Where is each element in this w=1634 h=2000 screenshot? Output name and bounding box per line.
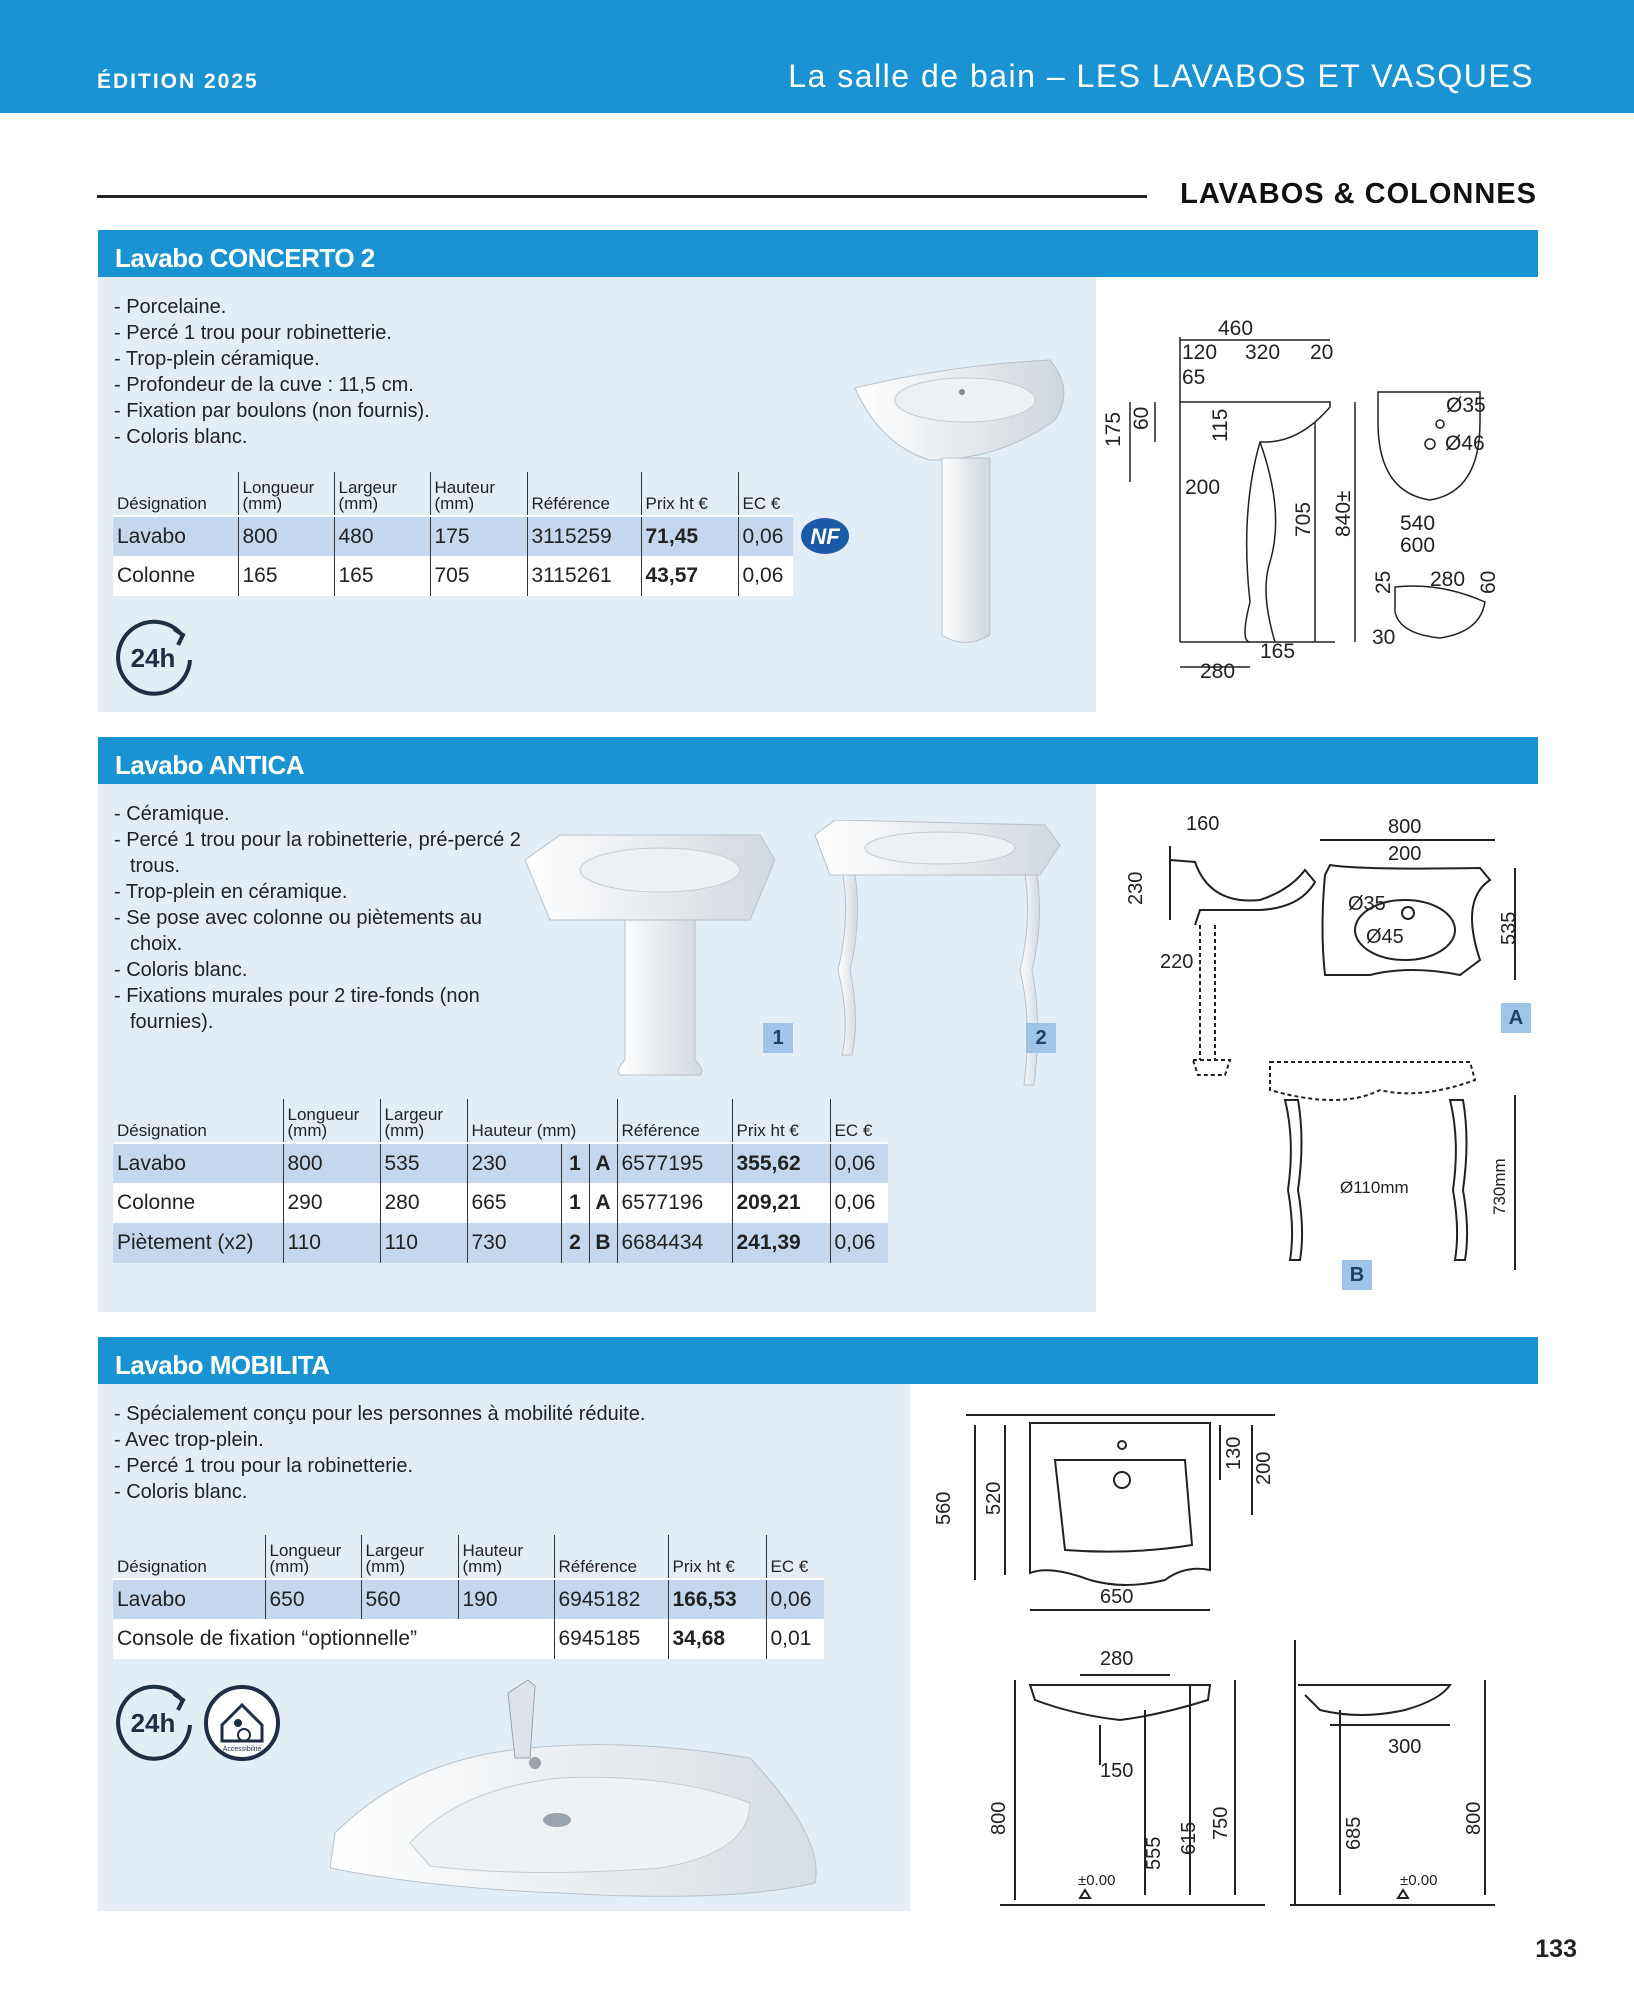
dim-label: 800: [988, 1801, 1010, 1835]
dim-label: 650: [1100, 1586, 1134, 1608]
col-header: Hauteur (mm): [458, 1535, 554, 1579]
section-title: LAVABOS & COLONNES: [1180, 178, 1537, 210]
dim-label: 460: [1218, 317, 1254, 340]
cell: 110: [380, 1223, 467, 1263]
col-header: Longueur (mm): [283, 1099, 380, 1143]
table-row: [113, 516, 793, 556]
cell: 535: [380, 1143, 467, 1183]
dim-label: 165: [1260, 640, 1296, 663]
cell: 480: [334, 516, 430, 556]
photo-label-1: 1: [763, 1023, 793, 1053]
dim-label: 25: [1372, 570, 1395, 594]
feature-item: - Coloris blanc.: [114, 959, 248, 981]
price-cell: 43,57: [641, 556, 738, 596]
col-header: Désignation: [117, 1121, 207, 1140]
dim-label: 200: [1185, 476, 1221, 499]
cell: 290: [283, 1183, 380, 1223]
dim-label: 130: [1223, 1436, 1245, 1470]
price-cell: 209,21: [732, 1183, 830, 1223]
dim-label: 280: [1200, 660, 1236, 683]
col-header: Désignation: [117, 494, 207, 513]
dim-label: 560: [933, 1491, 955, 1525]
col-header: Référence: [554, 1535, 668, 1579]
feature-item: - Porcelaine.: [114, 296, 227, 318]
dim-label: 705: [1292, 501, 1315, 537]
photo-ref-cell: 1: [561, 1183, 589, 1223]
mobilita-spec-table: [113, 1535, 824, 1659]
cell: 0,06: [766, 1579, 824, 1619]
mobilita-title-bar: Lavabo MOBILITA: [98, 1337, 1538, 1384]
antica-technical-drawing: [1120, 810, 1540, 1290]
cell: 165: [334, 556, 430, 596]
dim-label: 600: [1400, 534, 1436, 557]
photo-ref-cell: 1: [561, 1143, 589, 1183]
dim-label: 280: [1430, 568, 1466, 591]
feature-item: - Coloris blanc.: [114, 1481, 248, 1503]
dim-label: 30: [1372, 626, 1396, 649]
dim-label: 685: [1343, 1816, 1365, 1850]
dim-label: 60: [1130, 406, 1153, 430]
dim-label: Ø35: [1348, 893, 1386, 915]
delivery-24h-icon: [112, 615, 198, 701]
dim-label: 535: [1498, 911, 1520, 945]
cell: 280: [380, 1183, 467, 1223]
table-row: [113, 556, 793, 596]
col-header: Prix ht €: [668, 1535, 766, 1579]
concerto-spec-table: [113, 472, 793, 596]
cell: Piètement (x2): [113, 1223, 283, 1263]
cell: 0,06: [830, 1223, 888, 1263]
delivery-24h-icon: [112, 1680, 198, 1766]
dim-label: 800: [1463, 1801, 1485, 1835]
feature-item: - Céramique.: [114, 803, 230, 825]
concerto-technical-drawing: [1100, 312, 1540, 692]
dim-label: Ø46: [1445, 432, 1485, 455]
edition-label: ÉDITION 2025: [97, 70, 259, 93]
dim-label: Ø35: [1446, 394, 1486, 417]
photo-ref-cell: 2: [561, 1223, 589, 1263]
antica-title-bar: Lavabo ANTICA: [98, 737, 1538, 784]
dim-label: ±0.00: [1078, 1872, 1116, 1889]
table-row: [113, 1143, 888, 1183]
dim-label: 750: [1210, 1806, 1232, 1840]
cell: 560: [361, 1579, 458, 1619]
mobilita-elevation-drawings: [960, 1640, 1500, 1915]
top-banner: [0, 0, 1634, 113]
accessibility-label: Accessibilité: [222, 1746, 262, 1753]
cell: 0,06: [738, 556, 793, 596]
cell: 650: [265, 1579, 361, 1619]
table-row: [113, 1619, 824, 1659]
dim-label: 120: [1182, 341, 1218, 364]
col-header: Largeur (mm): [380, 1099, 467, 1143]
cell: 800: [283, 1143, 380, 1183]
mobilita-product-photo: [330, 1668, 830, 1903]
mobilita-features: [114, 1401, 894, 1505]
col-header: EC €: [738, 472, 793, 516]
concerto-product-photo: [850, 350, 1080, 655]
diagram-ref-cell: B: [589, 1223, 617, 1263]
page-number: 133: [1535, 1935, 1577, 1963]
cell: Colonne: [113, 1183, 283, 1223]
cell: 6577195: [617, 1143, 732, 1183]
dim-label: ±0.00: [1400, 1872, 1438, 1889]
feature-item: - Percé 1 trou pour robinetterie.: [114, 322, 392, 344]
nf-label: NF: [810, 524, 840, 549]
antica-product-photos: [520, 820, 1080, 1095]
accessibility-icon: [202, 1683, 282, 1763]
feature-item: - Percé 1 trou pour la robinetterie.: [114, 1455, 414, 1477]
feature-item: - Profondeur de la cuve : 11,5 cm.: [114, 374, 414, 396]
cell: 230: [467, 1143, 561, 1183]
cell: 6684434: [617, 1223, 732, 1263]
cell: 3115259: [527, 516, 641, 556]
col-header: Longueur (mm): [238, 472, 334, 516]
cell: Lavabo: [113, 1143, 283, 1183]
delivery-label: 24h: [130, 643, 176, 673]
dim-label: 60: [1477, 570, 1500, 594]
diagram-ref-cell: A: [589, 1183, 617, 1223]
cell: 665: [467, 1183, 561, 1223]
dim-label: 840±: [1332, 490, 1355, 537]
feature-item: - Se pose avec colonne ou piètements au choix.: [114, 907, 483, 955]
photo-label-2: 2: [1026, 1023, 1056, 1053]
page-header-title: La salle de bain – LES LAVABOS ET VASQUES: [788, 58, 1534, 94]
dim-label: 220: [1160, 951, 1194, 973]
cell: 190: [458, 1579, 554, 1619]
antica-features: [114, 801, 534, 1035]
dim-label: 540: [1400, 512, 1436, 535]
table-row: [113, 1223, 888, 1263]
feature-item: - Avec trop-plein.: [114, 1429, 264, 1451]
col-header: EC €: [830, 1099, 888, 1143]
price-cell: 355,62: [732, 1143, 830, 1183]
dim-label: 300: [1388, 1736, 1422, 1758]
col-header: Largeur (mm): [334, 472, 430, 516]
dim-label: 200: [1388, 843, 1422, 865]
col-header: Largeur (mm): [361, 1535, 458, 1579]
cell: 0,06: [738, 516, 793, 556]
section-heading: [97, 178, 1537, 214]
dim-label: 730mm: [1490, 1158, 1509, 1215]
dim-label: 115: [1209, 408, 1232, 442]
cell: 3115261: [527, 556, 641, 596]
cell: 175: [430, 516, 527, 556]
cell: 6577196: [617, 1183, 732, 1223]
cell: 705: [430, 556, 527, 596]
price-cell: 166,53: [668, 1579, 766, 1619]
table-row: [113, 1579, 824, 1619]
diagram-ref-cell: A: [589, 1143, 617, 1183]
cell: 0,01: [766, 1619, 824, 1659]
col-header: Référence: [527, 472, 641, 516]
cell: 6945185: [554, 1619, 668, 1659]
col-header: Prix ht €: [732, 1099, 830, 1143]
col-header: Longueur (mm): [265, 1535, 361, 1579]
col-header: Hauteur (mm): [467, 1099, 617, 1143]
diagram-label-b: B: [1342, 1260, 1372, 1290]
delivery-label: 24h: [130, 1708, 176, 1738]
cell: 800: [238, 516, 334, 556]
cell: 6945182: [554, 1579, 668, 1619]
dim-label: 200: [1253, 1451, 1275, 1485]
dim-label: 230: [1125, 871, 1147, 905]
dim-label: 175: [1102, 411, 1125, 447]
cell: 0,06: [830, 1143, 888, 1183]
mobilita-top-view-drawing: [930, 1405, 1350, 1625]
cell: 110: [283, 1223, 380, 1263]
dim-label: 555: [1143, 1836, 1165, 1870]
concerto-features: [114, 294, 634, 450]
dim-label: 320: [1245, 341, 1281, 364]
concerto-title-bar: Lavabo CONCERTO 2: [98, 230, 1538, 277]
feature-item: - Percé 1 trou pour la robinetterie, pré-percé 2 trous.: [114, 829, 521, 877]
dim-label: Ø45: [1366, 926, 1404, 948]
dim-label: 160: [1186, 813, 1220, 835]
dim-label: 65: [1182, 366, 1206, 389]
feature-item: - Spécialement conçu pour les personnes à mobilité réduite.: [114, 1403, 646, 1425]
cell: Lavabo: [113, 1579, 265, 1619]
antica-spec-table: [113, 1099, 888, 1263]
nf-certification-icon: [799, 516, 851, 556]
cell: Colonne: [113, 556, 238, 596]
cell: 730: [467, 1223, 561, 1263]
dim-label: 20: [1310, 341, 1334, 364]
dim-label: 150: [1100, 1760, 1134, 1782]
dim-label: 280: [1100, 1648, 1134, 1670]
dim-label: 615: [1178, 1821, 1200, 1855]
price-cell: 34,68: [668, 1619, 766, 1659]
dim-label: 520: [983, 1481, 1005, 1515]
feature-item: - Trop-plein céramique.: [114, 348, 320, 370]
col-header: Désignation: [117, 1557, 207, 1576]
col-header: Hauteur (mm): [430, 472, 527, 516]
feature-item: - Fixation par boulons (non fournis).: [114, 400, 430, 422]
cell: 0,06: [830, 1183, 888, 1223]
cell: Lavabo: [113, 516, 238, 556]
cell: Console de fixation “optionnelle”: [113, 1619, 554, 1659]
col-header: Référence: [617, 1099, 732, 1143]
price-cell: 241,39: [732, 1223, 830, 1263]
price-cell: 71,45: [641, 516, 738, 556]
diagram-label-a: A: [1501, 1003, 1531, 1033]
cell: 165: [238, 556, 334, 596]
section-rule: [97, 195, 1147, 198]
col-header: Prix ht €: [641, 472, 738, 516]
dim-label: 800: [1388, 816, 1422, 838]
feature-item: - Trop-plein en céramique.: [114, 881, 348, 903]
table-row: [113, 1183, 888, 1223]
feature-item: - Fixations murales pour 2 tire-fonds (non fournies).: [114, 985, 480, 1033]
col-header: EC €: [766, 1535, 824, 1579]
feature-item: - Coloris blanc.: [114, 426, 248, 448]
dim-label: Ø110mm: [1340, 1178, 1409, 1197]
